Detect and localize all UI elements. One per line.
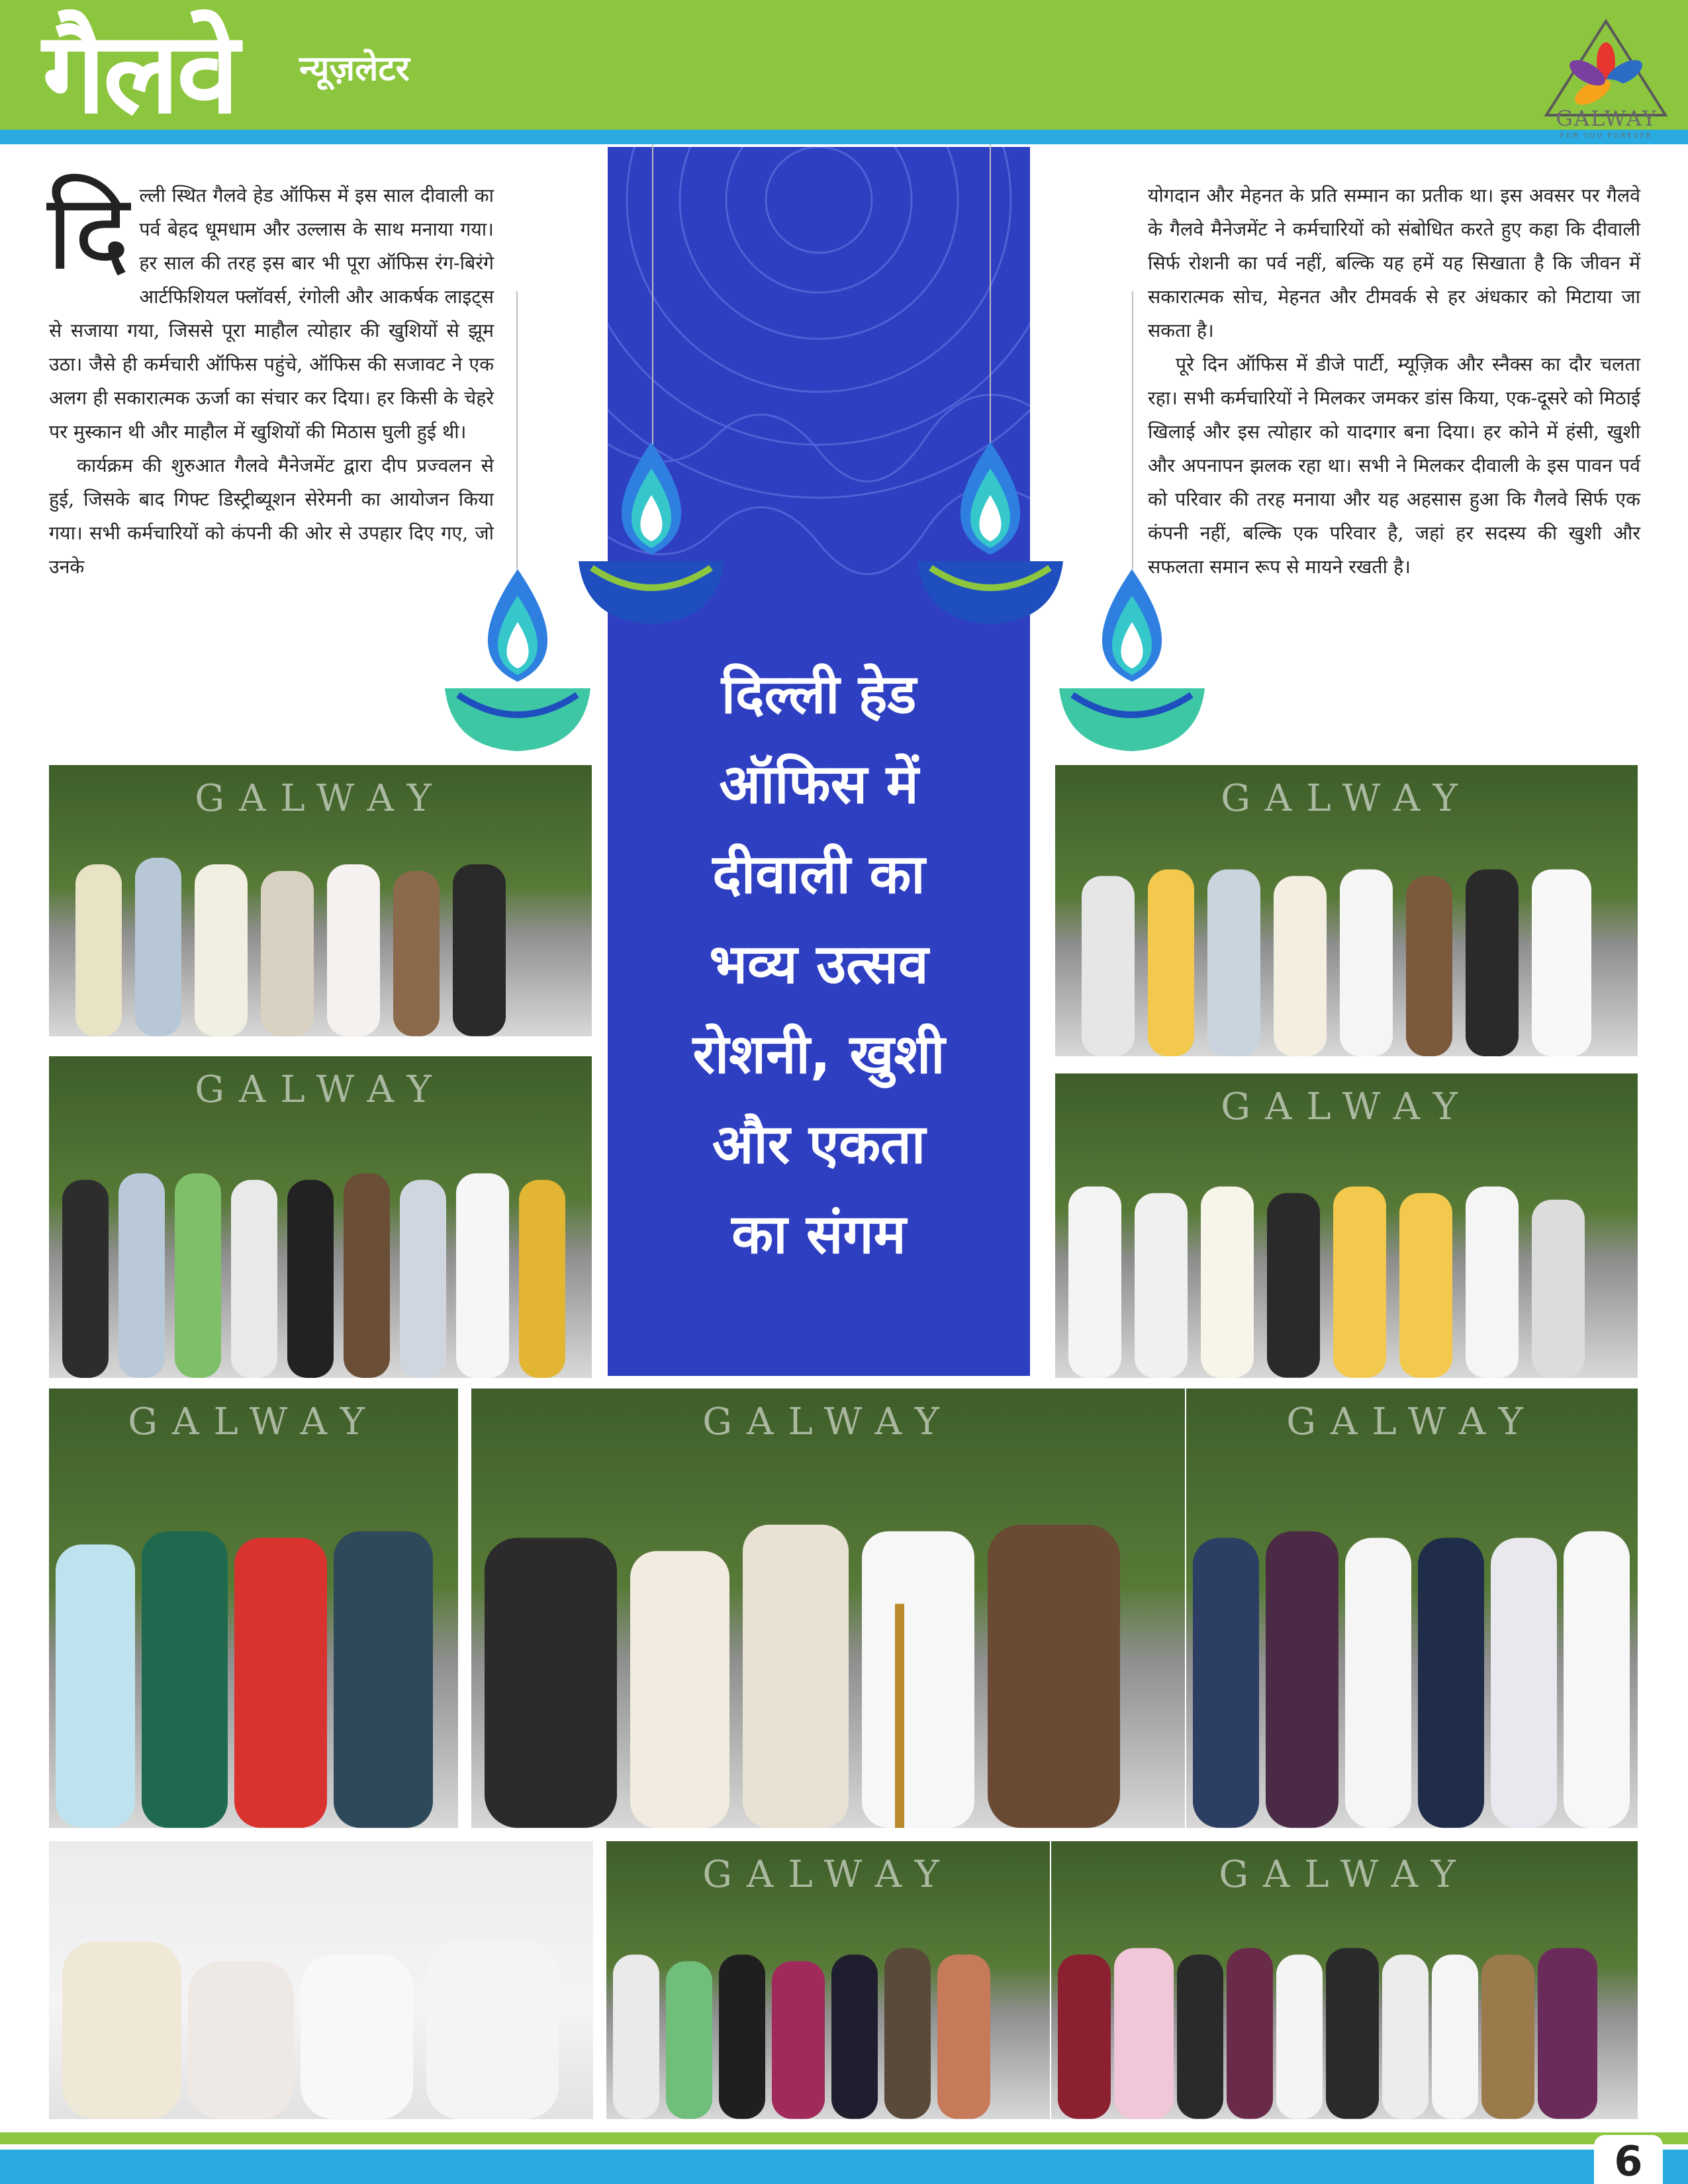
group-people-icon xyxy=(49,825,592,1036)
footer-band-green xyxy=(0,2132,1688,2144)
page-number: 6 xyxy=(1594,2135,1663,2184)
group-people-icon xyxy=(49,1902,593,2119)
article-paragraph: कार्यक्रम की शुरुआत गैलवे मैनेजमेंट द्वारा दीप प्रज्वलन से हुई, जिसके बाद गिफ्ट डिस्ट्रीब्यूशन सेरेमनी का आयोजन किया गया। सभी कर्मचारियों को कंपनी की ओर से उपहार दिए गए, जो उनके xyxy=(49,455,494,578)
masthead-subtitle: न्यूज़लेटर xyxy=(299,48,410,89)
photo-brand-sign: GALWAY xyxy=(195,1068,446,1111)
group-people-icon xyxy=(471,1485,1185,1828)
group-people-icon xyxy=(1055,1140,1638,1378)
headline-line: भव्य उत्सव xyxy=(709,933,929,996)
headline-line: दिल्ली हेड xyxy=(721,663,917,726)
event-photo xyxy=(471,1388,1185,1828)
group-people-icon xyxy=(1051,1902,1638,2119)
headline-line: ऑफिस में xyxy=(719,753,919,816)
logo-name: GALWAY xyxy=(1556,106,1658,131)
article-paragraph: योगदान और मेहनत के प्रति सम्मान का प्रतीक था। इस अवसर पर गैलवे के गैलवे मैनेजमेंट ने कर्मचारियों को संबोधित करते हुए कहा कि दीवाली सिर्फ रोशनी का पर्व नहीं, बल्कि यह हमें यह सिखाता है कि जीवन में सकारात्मक सोच, मेहनत और टीमवर्क से हर अंधकार को मिटाया जा सकता है। xyxy=(1148,185,1640,341)
lamp-string xyxy=(990,144,991,449)
headline-panel xyxy=(608,147,1030,1376)
event-photo xyxy=(1051,1841,1638,2119)
diya-lamp-icon xyxy=(911,442,1070,627)
lamp-string xyxy=(1132,291,1133,569)
drop-cap: दि xyxy=(46,170,130,294)
article-right-column xyxy=(1148,179,1640,584)
diya-lamp-icon xyxy=(1053,569,1211,754)
photo-brand-sign: GALWAY xyxy=(702,1400,954,1443)
header-stripe xyxy=(0,130,1688,144)
event-photo xyxy=(1055,1073,1638,1378)
event-photo xyxy=(1186,1388,1638,1828)
event-photo xyxy=(606,1841,1050,2119)
photo-brand-sign: GALWAY xyxy=(1221,777,1472,820)
photo-brand-sign: GALWAY xyxy=(1219,1853,1470,1896)
article-paragraph: पूरे दिन ऑफिस में डीजे पार्टी, म्यूज़िक और स्नैक्स का दौर चलता रहा। सभी कर्मचारियों ने मिलकर जमकर डांस किया, एक-दूसरे को मिठाई खिलाई और इस त्योहार को यादगार बना दिया। हर कोने में हंसी, खुशी और अपनापन झलक रहा था। सभी ने मिलकर दीवाली के इस पावन पर्व को परिवार की तरह मनाया और यह अहसास हुआ कि गैलवे सिर्फ एक कंपनी नहीं, बल्कि एक परिवार है, जहां हर सदस्य की खुशी और सफलता समान रूप से मायने रखती है। xyxy=(1148,353,1640,578)
headline xyxy=(608,650,1030,1280)
event-photo xyxy=(49,1841,593,2119)
headline-line: का संगम xyxy=(731,1203,906,1266)
event-photo xyxy=(49,1056,592,1378)
photo-brand-sign: GALWAY xyxy=(128,1400,379,1443)
event-photo xyxy=(49,765,592,1036)
masthead-title: गैलवे xyxy=(42,7,237,139)
group-people-icon xyxy=(49,1485,458,1828)
lamp-string xyxy=(516,291,518,569)
headline-line: दीवाली का xyxy=(712,843,925,906)
logo-tagline: FOR YOU FOREVER xyxy=(1560,132,1653,140)
group-people-icon xyxy=(1186,1485,1638,1828)
lamp-string xyxy=(652,144,653,449)
group-people-icon xyxy=(606,1902,1050,2119)
header-band xyxy=(0,0,1688,130)
photo-brand-sign: GALWAY xyxy=(702,1853,954,1896)
photo-brand-sign: GALWAY xyxy=(1286,1400,1538,1443)
article-left-column xyxy=(46,170,494,584)
photo-brand-sign: GALWAY xyxy=(1221,1085,1472,1128)
headline-line: और एकता xyxy=(712,1113,926,1176)
event-photo xyxy=(49,1388,458,1828)
event-photo xyxy=(1055,765,1638,1056)
group-people-icon xyxy=(49,1127,592,1378)
photo-brand-sign: GALWAY xyxy=(195,777,446,820)
headline-line: रोशनी, खुशी xyxy=(692,1023,945,1086)
article-paragraph: ल्ली स्थित गैलवे हेड ऑफिस में इस साल दीवाली का पर्व बेहद धूमधाम और उल्लास के साथ मनाया गया। हर साल की तरह इस बार भी पूरा ऑफिस रंग-बिरंगे आर्टफिशियल फ्लॉवर्स, रंगोली और आकर्षक लाइट्स से सजाया गया, जिससे पूरा माहौल त्योहार की खुशियों से झूम उठा। जैसे ही कर्मचारी ऑफिस पहुंचे, ऑफिस की सजावट ने एक अलग ही सकारात्मक ऊर्जा का संचार कर दिया। हर किसी के चेहरे पर मुस्कान थी और माहौल में खुशियों की मिठास घुली हुई थी। xyxy=(49,185,494,443)
group-people-icon xyxy=(1055,829,1638,1056)
footer-band-blue xyxy=(0,2150,1688,2184)
diya-lamp-icon xyxy=(438,569,597,754)
